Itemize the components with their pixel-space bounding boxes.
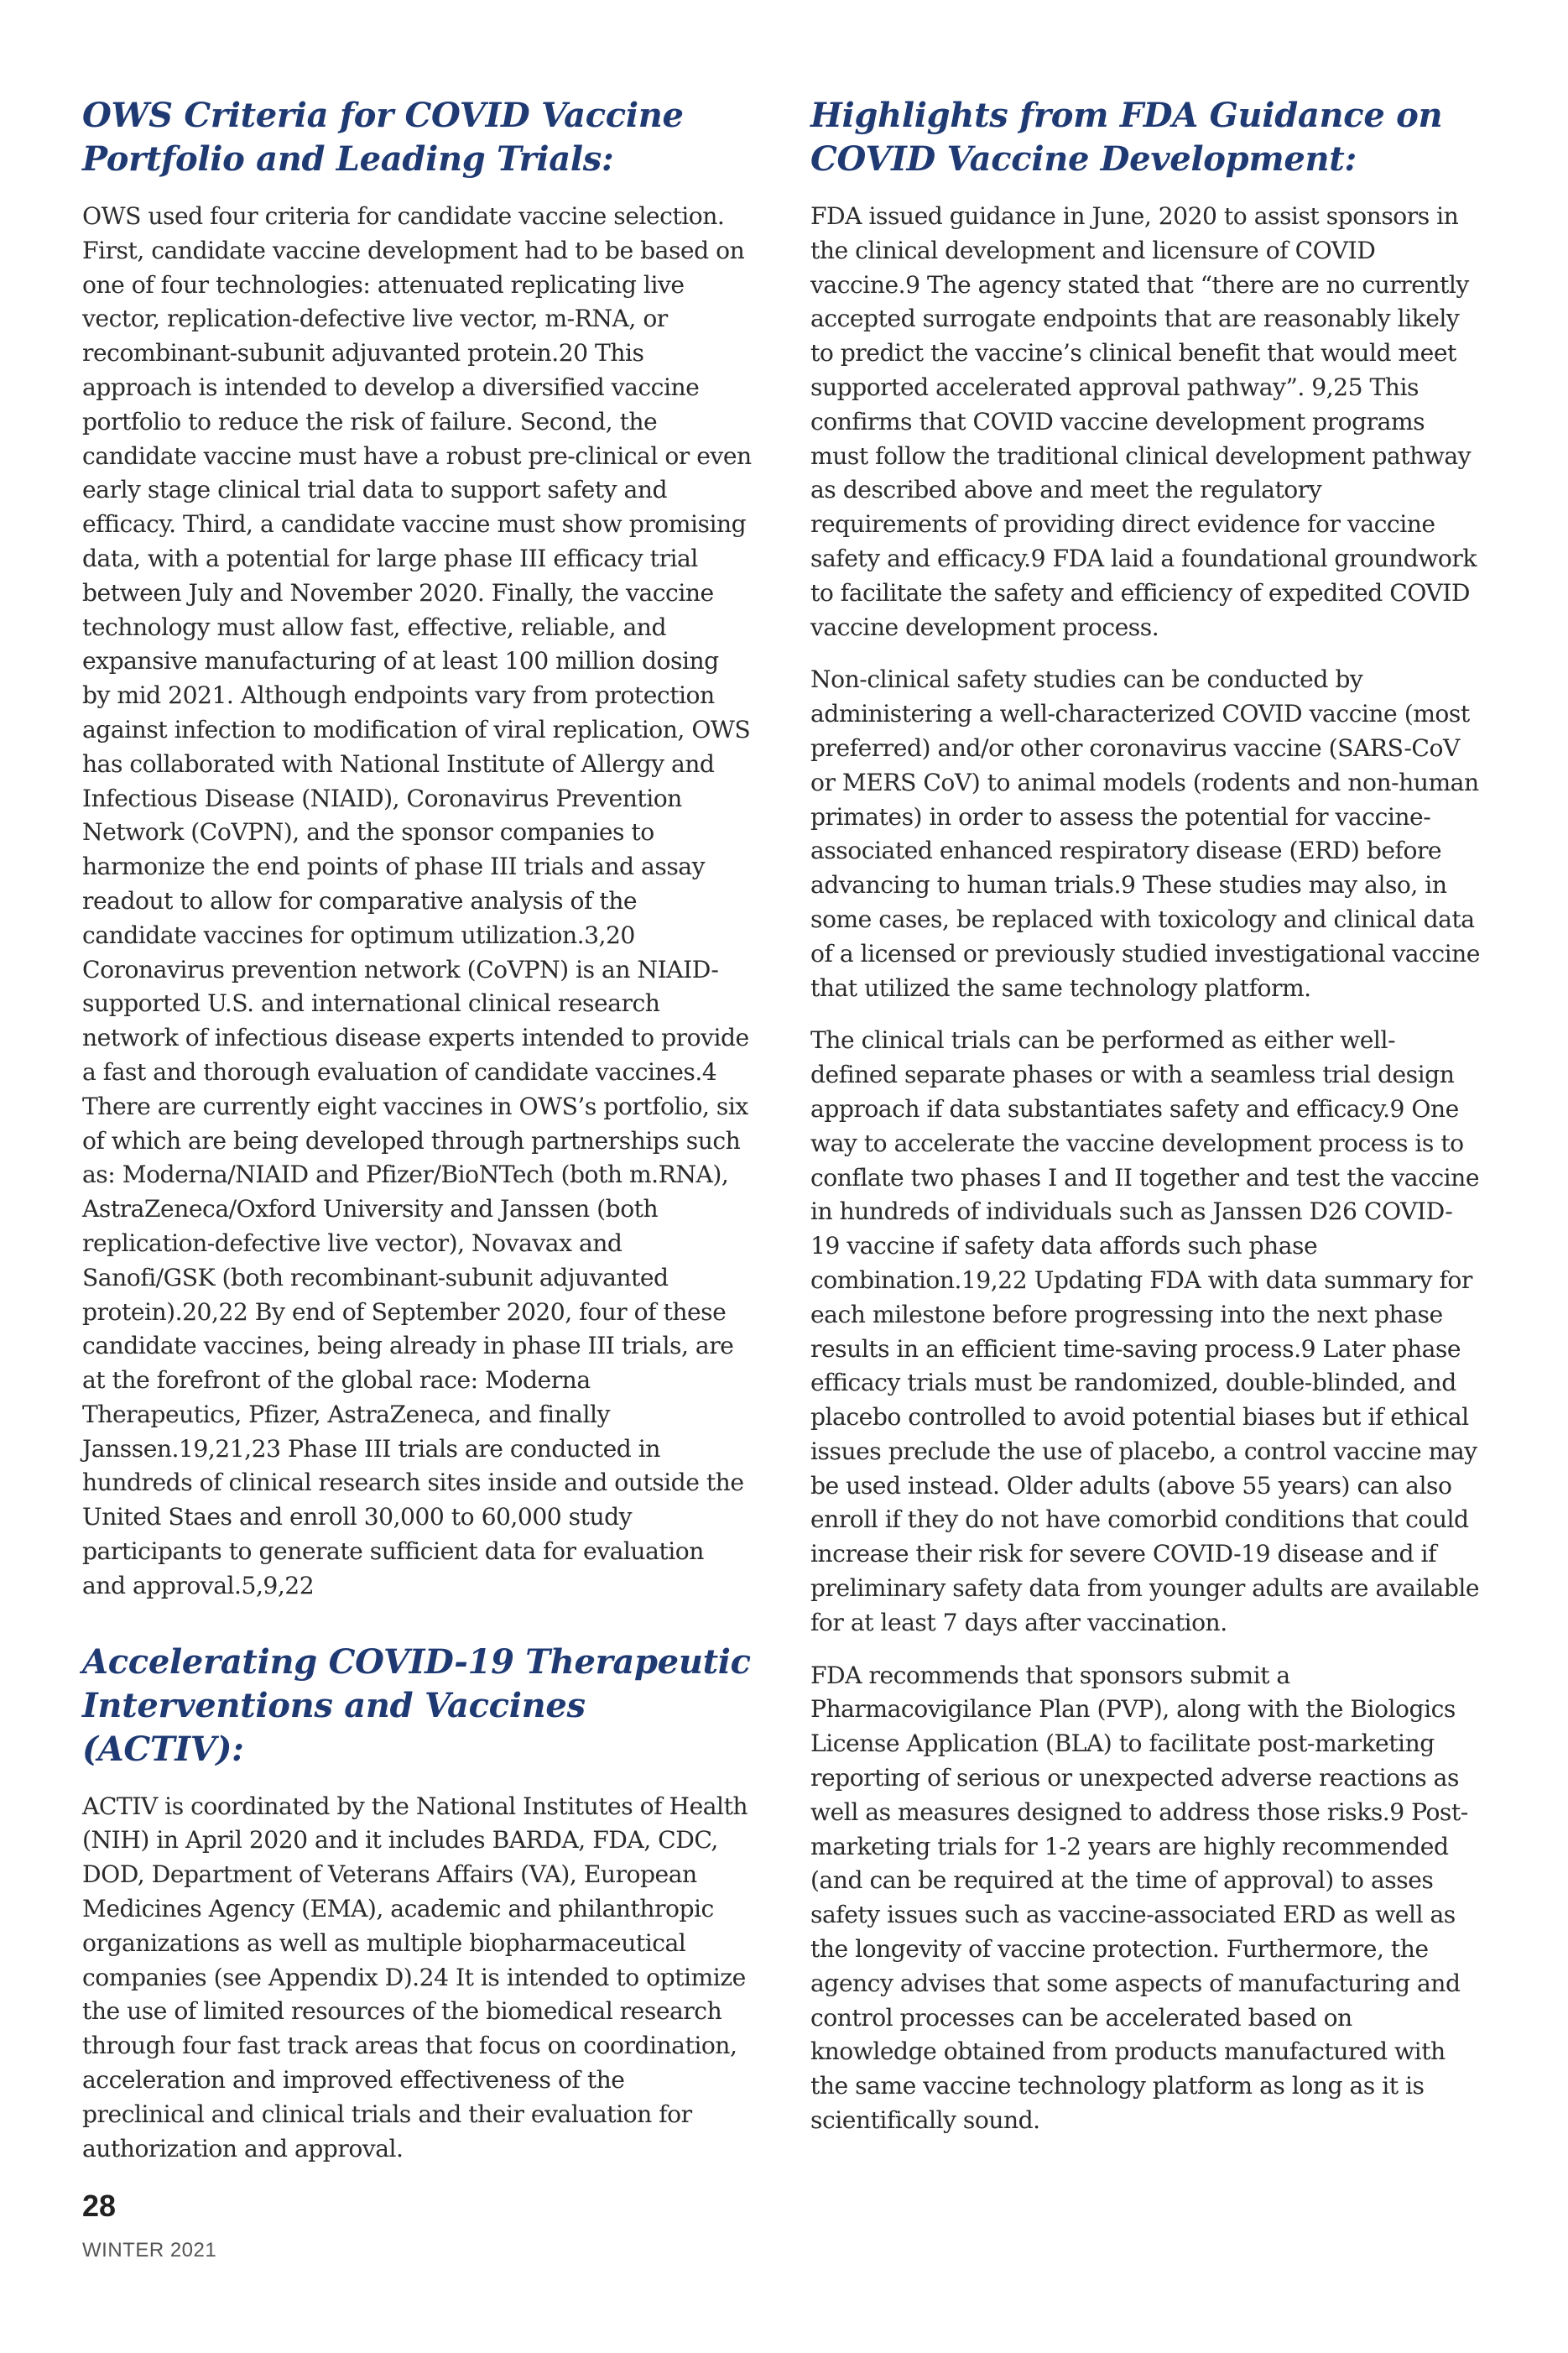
body-paragraph: Non-clinical safety studies can be conducted by administering a well-characterized COVID vaccine (most preferred) and/or other coronavirus vaccine (SARS-CoV or MERS CoV) to animal models (rodents and non-human primates) in order to assess the potential for vaccine-associated enhanced respiratory disease (ERD) before advancing to human trials.9 These studies may also, in some cases, be replaced with toxicology and clinical data of a licensed or previously studied investigational vaccine that utilized the same technology platform. (810, 665, 1480, 1002)
body-paragraph: FDA recommends that sponsors submit a Pharmacovigilance Plan (PVP), along with the Biologics License Application (BLA) to facilitate post-marketing reporting of serious or unexpected adverse reactions as well as measures designed to address those risks.9 Post-marketing trials for 1-2 years are highly recommended (and can be required at the time of approval) to asses safety issues such as vaccine-associated ERD as well as the longevity of vaccine protection. Furthermore, the agency advises that some aspects of manufacturing and control processes can be accelerated based on knowledge obtained from products manufactured with the same vaccine technology platform as long as it is scientifically sound. (810, 1661, 1468, 2135)
body-paragraph: OWS used four criteria for candidate vaccine selection. First, candidate vaccine development had to be based on one of four technologies: attenuated replicating live vector, replication-defective live vector, m-RNA, or recombinant-subunit adjuvanted protein.20 This approach is intended to develop a diversified vaccine portfolio to reduce the risk of failure. Second, the candidate vaccine must have a robust pre-clinical or even early stage clinical trial data to support safety and efficacy. Third, a candidate vaccine must show promising data, with a potential for large phase III efficacy trial between July and November 2020. Finally, the vaccine technology must allow fast, effective, reliable, and expansive manufacturing of at least 100 million dosing by mid 2021. Although endpoints vary from protection against infection to modification of viral replication, OWS has collaborated with National Institute of Allergy and Infectious Disease (NIAID), Coronavirus Prevention Network (CoVPN), and the sponsor companies to harmonize the end points of phase III trials and assay readout to allow for comparative analysis of the candidate vaccines for optimum utilization.3,20 Coronavirus prevention network (CoVPN) is an NIAID-supported U.S. and international clinical research network of infectious disease experts intended to provide a fast and thorough evaluation of candidate vaccines.4 There are currently eight vaccines in OWS’s portfolio, six of which are being developed through partnerships such as: Moderna/NIAID and Pfizer/BioNTech (both m.RNA), AstraZeneca/Oxford University and Janssen (both replication-defective live vector), Novavax and Sanofi/GSK (both recombinant-subunit adjuvanted protein).20,22 By end of September 2020, four of these candidate vaccines, being already in phase III trials, are at the forefront of the global race: Moderna Therapeutics, Pfizer, AstraZeneca, and finally Janssen.19,21,23 Phase III trials are conducted in hundreds of clinical research sites inside and outside the United Staes and enroll 30,000 to 60,000 study participants to generate sufficient data for evaluation and approval.5,9,22 (82, 202, 752, 1599)
left-column (82, 94, 753, 2184)
section-heading-activ: Accelerating COVID-19 Therapeutic Interventions and Vaccines (ACTIV): (82, 1641, 751, 1769)
page-number: 28 (82, 2189, 117, 2223)
right-column (810, 94, 1482, 2157)
section-heading-fda-guidance: Highlights from FDA Guidance on COVID Vaccine Development: (810, 96, 1443, 179)
body-paragraph: FDA issued guidance in June, 2020 to assist sponsors in the clinical development and licensure of COVID vaccine.9 The agency stated that “there are no currently accepted surrogate endpoints that are reasonably likely to predict the vaccine’s clinical benefit that would meet supported accelerated approval pathway”. 9,25 This confirms that COVID vaccine development programs must follow the traditional clinical development pathway as described above and meet the regulatory requirements of providing direct evidence for vaccine safety and efficacy.9 FDA laid a foundational groundwork to facilitate the safety and efficiency of expedited COVID vaccine development process. (810, 202, 1477, 641)
body-paragraph: ACTIV is coordinated by the National Institutes of Health (NIH) in April 2020 and it includes BARDA, FDA, CDC, DOD, Department of Veterans Affairs (VA), European Medicines Agency (EMA), academic and philanthropic organizations as well as multiple biopharmaceutical companies (see Appendix D).24 It is intended to optimize the use of limited resources of the biomedical research through four fast track areas that focus on coordination, acceleration and improved effectiveness of the preclinical and clinical trials and their evaluation for authorization and approval. (82, 1792, 748, 2163)
section-heading-ows-criteria: OWS Criteria for COVID Vaccine Portfolio and Leading Trials: (82, 96, 684, 179)
body-paragraph: The clinical trials can be performed as either well-defined separate phases or with a seamless trial design approach if data substantiates safety and efficacy.9 One way to accelerate the vaccine development process is to conflate two phases I and II together and test the vaccine in hundreds of individuals such as Janssen D26 COVID-19 vaccine if safety data affords such phase combination.19,22 Updating FDA with data summary for each milestone before progressing into the next phase results in an efficient time-saving process.9 Later phase efficacy trials must be randomized, double-blinded, and placebo controlled to avoid potential biases but if ethical issues preclude the use of placebo, a control vaccine may be used instead. Older adults (above 55 years) can also enroll if they do not have comorbid conditions that could increase their risk for severe COVID-19 disease and if preliminary safety data from younger adults are available for at least 7 days after vaccination. (810, 1026, 1480, 1636)
issue-label: WINTER 2021 (82, 2239, 217, 2262)
